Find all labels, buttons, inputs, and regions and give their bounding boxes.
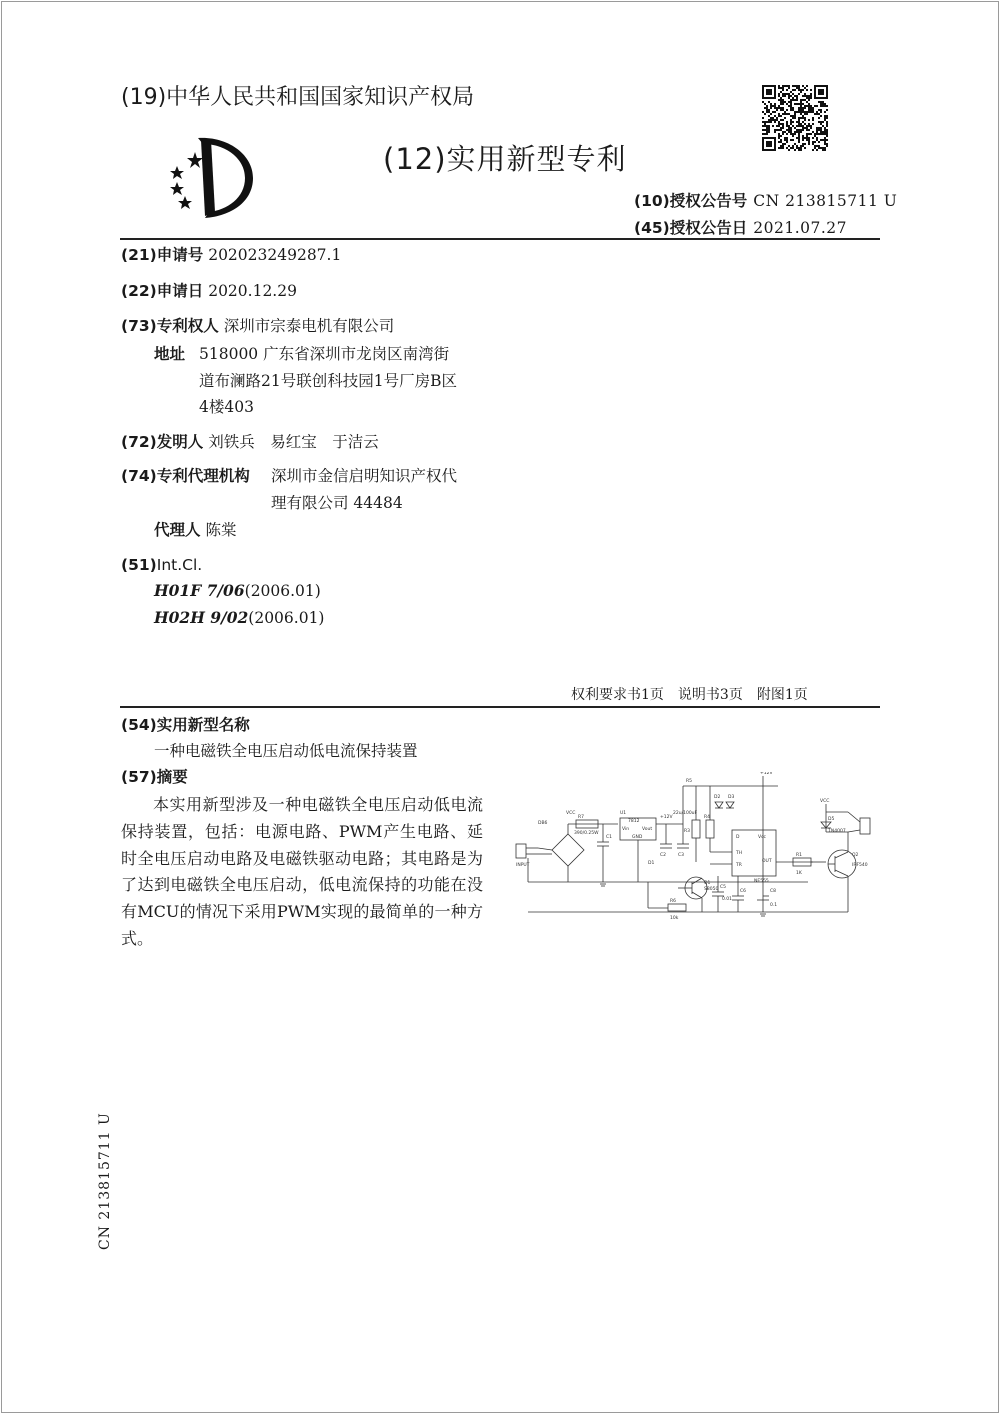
patentee: [121, 317, 394, 336]
field-label: 发明人: [156, 433, 204, 451]
address-line: 道布澜路21号联创科技园1号厂房B区: [199, 372, 457, 390]
circuit-label: R3: [684, 829, 690, 834]
agency-line: 理有限公司 44484: [271, 494, 403, 512]
circuit-label: D5: [828, 817, 835, 822]
circuit-label: IRF540: [852, 863, 868, 868]
application-number-value: 202023249287.1: [208, 246, 342, 264]
publication-number-value: CN 213815711 U: [753, 192, 898, 210]
circuit-label: C5: [720, 885, 727, 890]
publication-number-label: (10)授权公告号: [634, 192, 748, 210]
side-publication-number: CN 213815711 U: [97, 1112, 113, 1250]
circuit-label: C2: [660, 853, 667, 858]
circuit-label: Vcc: [758, 835, 767, 840]
agent: [154, 521, 236, 540]
circuit-label: NE555: [754, 879, 769, 884]
circuit-label: 10k: [670, 916, 679, 921]
circuit-label: VCC: [566, 811, 576, 816]
field-code: (74): [121, 467, 157, 485]
agent-value: 陈棠: [205, 521, 237, 539]
application-date-value: 2020.12.29: [208, 282, 297, 300]
circuit-label: Vin: [622, 827, 630, 832]
circuit-diagram: [508, 772, 880, 932]
circuit-label: Vout: [642, 827, 653, 832]
circuit-label: 390/0.25W: [574, 831, 599, 836]
ipc-class: H02H 9/02: [154, 608, 249, 627]
circuit-label: 22u/100uF: [673, 811, 698, 816]
circuit-label: U1: [620, 811, 627, 816]
field-code: (54): [121, 716, 157, 734]
ipc-class: H01F 7/06: [154, 581, 245, 600]
circuit-label: C3: [678, 853, 685, 858]
address-line: 518000 广东省深圳市龙岗区南湾街: [199, 345, 450, 363]
ipc: [121, 556, 202, 575]
utility-model-title-heading: [121, 716, 250, 735]
document-type-title: (12)实用新型专利: [383, 142, 627, 176]
ipc-year: (2006.01): [248, 609, 325, 627]
circuit-label: S8050: [704, 887, 719, 892]
field-code: (21): [121, 246, 157, 264]
address-line: 4楼403: [199, 398, 254, 416]
field-label: 专利代理机构: [156, 467, 250, 485]
circuit-label: 1N4007: [828, 829, 846, 834]
circuit-label: D1: [648, 861, 655, 866]
agency-line: 深圳市金信启明知识产权代: [271, 467, 458, 485]
circuit-label: R6: [670, 899, 676, 904]
circuit-label: 1K: [796, 871, 802, 876]
circuit-label: TH: [736, 851, 743, 856]
publication-date: [634, 216, 847, 238]
field-label: 专利权人: [156, 317, 219, 335]
ipc-entry: [154, 582, 321, 601]
ipc-entry: [154, 609, 324, 628]
inventors-value: 刘铁兵 易红宝 于洁云: [208, 433, 379, 451]
circuit-label: R4: [704, 815, 710, 820]
publication-number: [634, 189, 897, 211]
field-code: (73): [121, 317, 157, 335]
publication-date-label: (45)授权公告日: [634, 219, 748, 237]
field-code: (22): [121, 282, 157, 300]
circuit-label: +12V: [760, 772, 773, 776]
cnipa-logo: [165, 128, 265, 220]
field-label: 实用新型名称: [156, 716, 250, 734]
utility-model-title: 一种电磁铁全电压启动低电流保持装置: [154, 742, 418, 760]
circuit-label: Q2: [852, 853, 859, 858]
page-counts: 权利要求书1页 说明书3页 附图1页: [571, 687, 808, 703]
circuit-label: D2: [714, 795, 721, 800]
circuit-label: DB6: [538, 821, 548, 826]
field-code: (57): [121, 768, 157, 786]
address-label: [154, 345, 185, 364]
circuit-label: +12V: [660, 815, 673, 820]
application-date: [121, 282, 297, 301]
inventors: [121, 433, 379, 452]
field-label: 地址: [154, 345, 186, 363]
circuit-label: 0.01: [722, 897, 733, 902]
patentee-value: 深圳市宗泰电机有限公司: [223, 317, 395, 335]
circuit-label: R7: [578, 815, 584, 820]
circuit-label: C8: [770, 889, 777, 894]
field-label: 申请日: [156, 282, 204, 300]
circuit-label: INPUT: [516, 863, 530, 868]
circuit-label: C1: [606, 835, 613, 840]
circuit-label: R1: [796, 853, 802, 858]
abstract-heading: [121, 768, 188, 787]
circuit-label: VCC: [820, 799, 830, 804]
circuit-label: D: [736, 835, 740, 840]
field-code: (51): [121, 556, 157, 574]
field-code: (72): [121, 433, 157, 451]
circuit-label: 7812: [628, 819, 640, 824]
publication-date-value: 2021.07.27: [753, 219, 847, 237]
office-name: (19)中华人民共和国国家知识产权局: [121, 85, 475, 110]
application-number: [121, 246, 341, 265]
circuit-label: OUT: [762, 859, 772, 864]
circuit-label: Q1: [704, 881, 711, 886]
circuit-label: 0.1: [770, 903, 778, 908]
agency: [121, 467, 250, 486]
circuit-label: D3: [728, 795, 735, 800]
field-label: 摘要: [156, 768, 188, 786]
field-label: 代理人: [154, 521, 201, 539]
section-rule: [120, 706, 880, 708]
qr-code: [762, 85, 828, 151]
circuit-label: C6: [740, 889, 747, 894]
abstract-text: 本实用新型涉及一种电磁铁全电压启动低电流保持装置，包括：电源电路、PWM产生电路、延时全电压启动电路及电磁铁驱动电路；其电路是为了达到电磁铁全电压启动，低电流保持的功能在没有MCU的情况下采用PWM实现的最简单的一种方式。: [121, 795, 483, 948]
circuit-label: TR: [736, 863, 742, 868]
field-label: Int.Cl.: [156, 556, 203, 574]
circuit-label: R5: [686, 779, 692, 784]
ipc-year: (2006.01): [244, 582, 321, 600]
header-rule: [120, 238, 880, 240]
field-label: 申请号: [156, 246, 204, 264]
circuit-label: GND: [632, 835, 643, 840]
